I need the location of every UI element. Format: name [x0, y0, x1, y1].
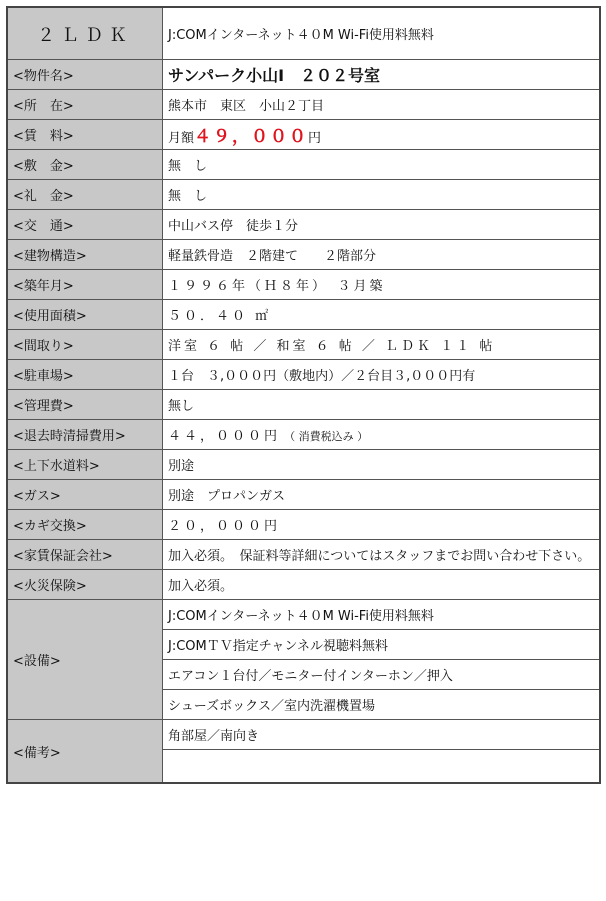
value-water: 別途 — [163, 450, 601, 480]
rent-suffix: 円 — [308, 131, 322, 146]
label-rent: <賃 料> — [7, 120, 163, 150]
label-equipment: <設備> — [7, 600, 163, 720]
value-parking: １台 ３,０００円（敷地内）／２台目３,０００円有 — [163, 360, 601, 390]
label-address: <所 在> — [7, 90, 163, 120]
value-management-fee: 無し — [163, 390, 601, 420]
row-built — [7, 270, 600, 300]
row-key-change — [7, 510, 600, 540]
label-access: <交 通> — [7, 210, 163, 240]
row-remarks — [7, 720, 600, 750]
row-key-money — [7, 180, 600, 210]
label-key-money: <礼 金> — [7, 180, 163, 210]
remarks-item: 角部屋／南向き — [163, 720, 601, 750]
header-row — [7, 7, 600, 60]
value-structure: 軽量鉄骨造 ２階建て ２階部分 — [163, 240, 601, 270]
row-parking — [7, 360, 600, 390]
value-guarantor: 加入必須。 保証料等詳細についてはスタッフまでお問い合わせ下さい。 — [163, 540, 601, 570]
row-deposit — [7, 150, 600, 180]
label-area: <使用面積> — [7, 300, 163, 330]
label-key-change: <カギ交換> — [7, 510, 163, 540]
equipment-item: J:COMインターネット４０M Wi-Fi使用料無料 — [163, 600, 601, 630]
promo-text: J:COMインターネット４０M Wi-Fi使用料無料 — [163, 7, 601, 60]
value-key-money: 無 し — [163, 180, 601, 210]
value-cleaning-fee — [163, 420, 601, 450]
row-guarantor — [7, 540, 600, 570]
label-water: <上下水道料> — [7, 450, 163, 480]
value-built: １９９６年（Ｈ８年） ３月築 — [163, 270, 601, 300]
cleaning-tax-note: （ 消費税込み ） — [284, 430, 369, 443]
value-floorplan: 洋室 ６ 帖 ／ 和室 ６ 帖 ／ ＬＤＫ １１ 帖 — [163, 330, 601, 360]
row-cleaning-fee — [7, 420, 600, 450]
value-address: 熊本市 東区 小山２丁目 — [163, 90, 601, 120]
row-floorplan — [7, 330, 600, 360]
row-insurance — [7, 570, 600, 600]
row-structure — [7, 240, 600, 270]
equipment-item: エアコン１台付／モニター付インターホン／押入 — [163, 660, 601, 690]
row-equipment — [7, 600, 600, 630]
label-built: <築年月> — [7, 270, 163, 300]
row-access — [7, 210, 600, 240]
equipment-item: J:COMＴＶ指定チャンネル視聴料無料 — [163, 630, 601, 660]
label-structure: <建物構造> — [7, 240, 163, 270]
row-address — [7, 90, 600, 120]
value-name: サンパーク小山Ⅰ ２０２号室 — [163, 60, 601, 90]
row-area — [7, 300, 600, 330]
label-deposit: <敷 金> — [7, 150, 163, 180]
value-key-change: ２０，０００円 — [163, 510, 601, 540]
label-floorplan: <間取り> — [7, 330, 163, 360]
rent-prefix: 月額 — [168, 131, 195, 146]
value-rent — [163, 120, 601, 150]
value-access: 中山バス停 徒歩１分 — [163, 210, 601, 240]
label-insurance: <火災保険> — [7, 570, 163, 600]
rent-amount: ４９，０００ — [194, 127, 309, 147]
label-parking: <駐車場> — [7, 360, 163, 390]
layout-type: ２ＬＤＫ — [7, 7, 163, 60]
row-management-fee — [7, 390, 600, 420]
value-insurance: 加入必須。 — [163, 570, 601, 600]
value-deposit: 無 し — [163, 150, 601, 180]
cleaning-amount: ４４，０００円 — [168, 429, 281, 444]
label-guarantor: <家賃保証会社> — [7, 540, 163, 570]
row-name — [7, 60, 600, 90]
equipment-item: シューズボックス／室内洗濯機置場 — [163, 690, 601, 720]
row-gas — [7, 480, 600, 510]
label-cleaning-fee: <退去時清掃費用> — [7, 420, 163, 450]
property-info-table — [6, 6, 601, 784]
label-remarks: <備考> — [7, 720, 163, 784]
value-area: ５０．４０ ㎡ — [163, 300, 601, 330]
label-name: <物件名> — [7, 60, 163, 90]
row-rent — [7, 120, 600, 150]
label-gas: <ガス> — [7, 480, 163, 510]
value-gas: 別途 プロパンガス — [163, 480, 601, 510]
row-water — [7, 450, 600, 480]
remarks-item — [163, 750, 601, 784]
label-management-fee: <管理費> — [7, 390, 163, 420]
